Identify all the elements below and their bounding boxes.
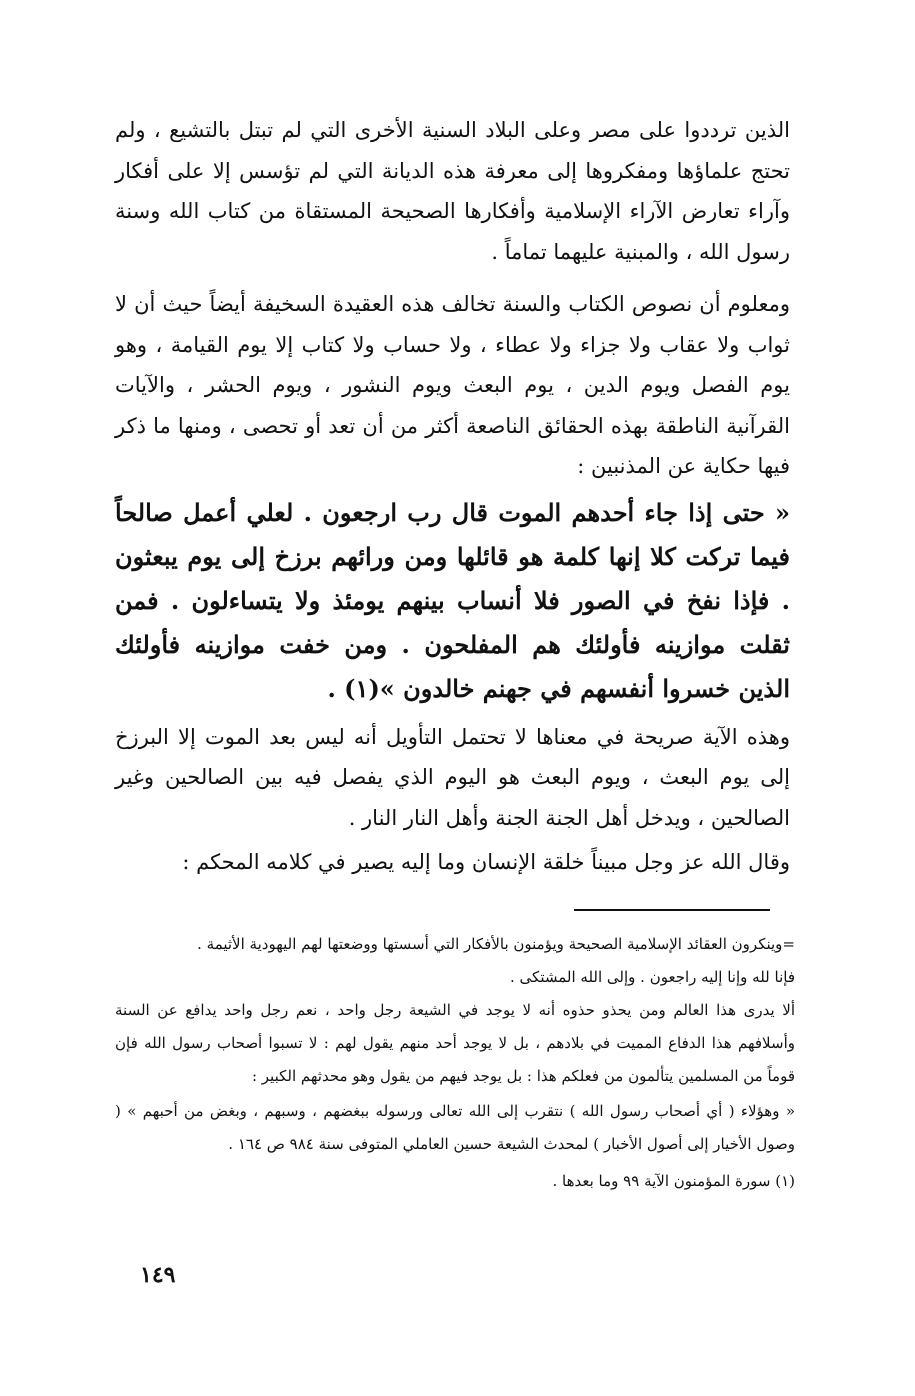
paragraph-2: ومعلوم أن نصوص الكتاب والسنة تخالف هذه العقيدة السخيفة أيضاً حيث أن لا ثواب ولا عقاب ولا جزاء ولا عطاء ، ولا حساب ولا كتاب إلا يوم القيامة ، وهو يوم الفصل ويوم الدين ، يوم البعث ويوم النشور ، ويوم الحشر ، والآيات القرآنية الناطقة بهذه الحقائق الناصعة أكثر من أن تعد أو تحصى ، ومنها ما ذكر فيها حكاية عن المذنبين : (115, 292, 790, 478)
quran-verse: « حتى إذا جاء أحدهم الموت قال رب ارجعون . لعلي أعمل صالحاً فيما تركت كلا إنها كلمة هو قائلها ومن ورائهم برزخ إلى يوم يبعثون . فإذا نفخ في الصور فلا أنساب بينهم يومئذ ولا يتساءلون . فمن ثقلت موازينه فأولئك هم المفلحون . ومن خفت موازينه فأولئك الذين خسروا أنفسهم في جهنم خالدون »(١) . (115, 497, 790, 703)
footnote-continuation-line: فإنا لله وإنا إليه راجعون . وإلى الله المشتكى . (510, 968, 795, 986)
main-text (115, 110, 790, 891)
page-number: ١٤٩ (140, 1262, 176, 1288)
footnote-1: (١) سورة المؤمنون الآية ٩٩ وما بعدها . (552, 1172, 795, 1190)
footnote-continuation-line: =وينكرون العقائد الإسلامية الصحيحة ويؤمنون بالأفكار التي أسستها ووضعتها لهم اليهودية الأثيمة . (197, 935, 795, 953)
footnote-divider (574, 909, 770, 911)
paragraph-4: وقال الله عز وجل مبيناً خلقة الإنسان وما إليه يصير في كلامه المحكم : (182, 850, 790, 874)
footnote-continuation-paragraph: ألا يدرى هذا العالم ومن يحذو حذوه أنه لا يوجد في الشيعة رجل واحد ، نعم رجل واحد يدافع عن السنة وأسلافهم هذا الدفاع المميت في بلادهم ، بل لا يوجد أحد منهم يقول لهم : لا تسبوا أصحاب رسول الله فإن قوماً من المسلمين يتألمون من فعلكم هذا : بل يوجد فيهم من يقول وهو محدثهم الكبير : (115, 1001, 795, 1085)
footnote-quote: « وهؤلاء ( أي أصحاب رسول الله ) نتقرب إلى الله تعالى ورسوله ببغضهم ، وسبهم ، وبغض من أحبهم » ( وصول الأخيار إلى أصول الأخبار ) لمحدث الشيعة حسين العاملي المتوفى سنة ٩٨٤ ص ١٦٤ . (115, 1102, 795, 1153)
paragraph-3: وهذه الآية صريحة في معناها لا تحتمل التأويل أنه ليس بعد الموت إلا البرزخ إلى يوم البعث ، ويوم البعث هو اليوم الذي يفصل فيه بين الصالحين وغير الصالحين ، ويدخل أهل الجنة الجنة وأهل النار النار . (115, 724, 790, 830)
paragraph-1: الذين ترددوا على مصر وعلى البلاد السنية الأخرى التي لم تبتل بالتشيع ، ولم تحتج علماؤها ومفكروها إلى معرفة هذه الديانة التي لم تؤسس إلا على أفكار وآراء تعارض الآراء الإسلامية وأفكارها الصحيحة المستقاة من كتاب الله وسنة رسول الله ، والمبنية عليهما تماماً . (115, 118, 790, 264)
footnotes (115, 928, 795, 1198)
